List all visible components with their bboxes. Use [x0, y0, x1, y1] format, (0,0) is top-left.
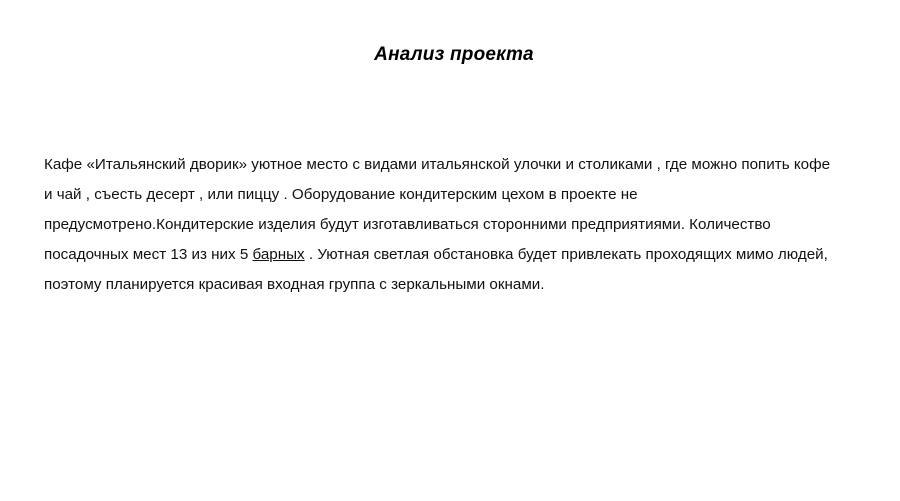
body-paragraph	[44, 150, 838, 300]
document-body	[44, 150, 838, 300]
paragraph-text-part-1: Кафе «Итальянский дворик» уютное место с видами итальянской улочки и столиками , где можно попить кофе и чай , съесть десерт , или пиццу . Оборудование кондитерским цехом в проекте не предусмотрено.Кондитерские изделия будут изготавливаться сторонними предприятиями. Количество посадочных мест 13 из них 5	[44, 156, 831, 263]
paragraph-underlined-word: барных	[252, 246, 305, 263]
paragraph-text-part-2: . Уютная светлая обстановка будет привлекать проходящих мимо людей, поэтому планируется красивая входная группа с зеркальными окнами.	[44, 246, 828, 293]
page-title: Анализ проекта	[374, 44, 534, 65]
